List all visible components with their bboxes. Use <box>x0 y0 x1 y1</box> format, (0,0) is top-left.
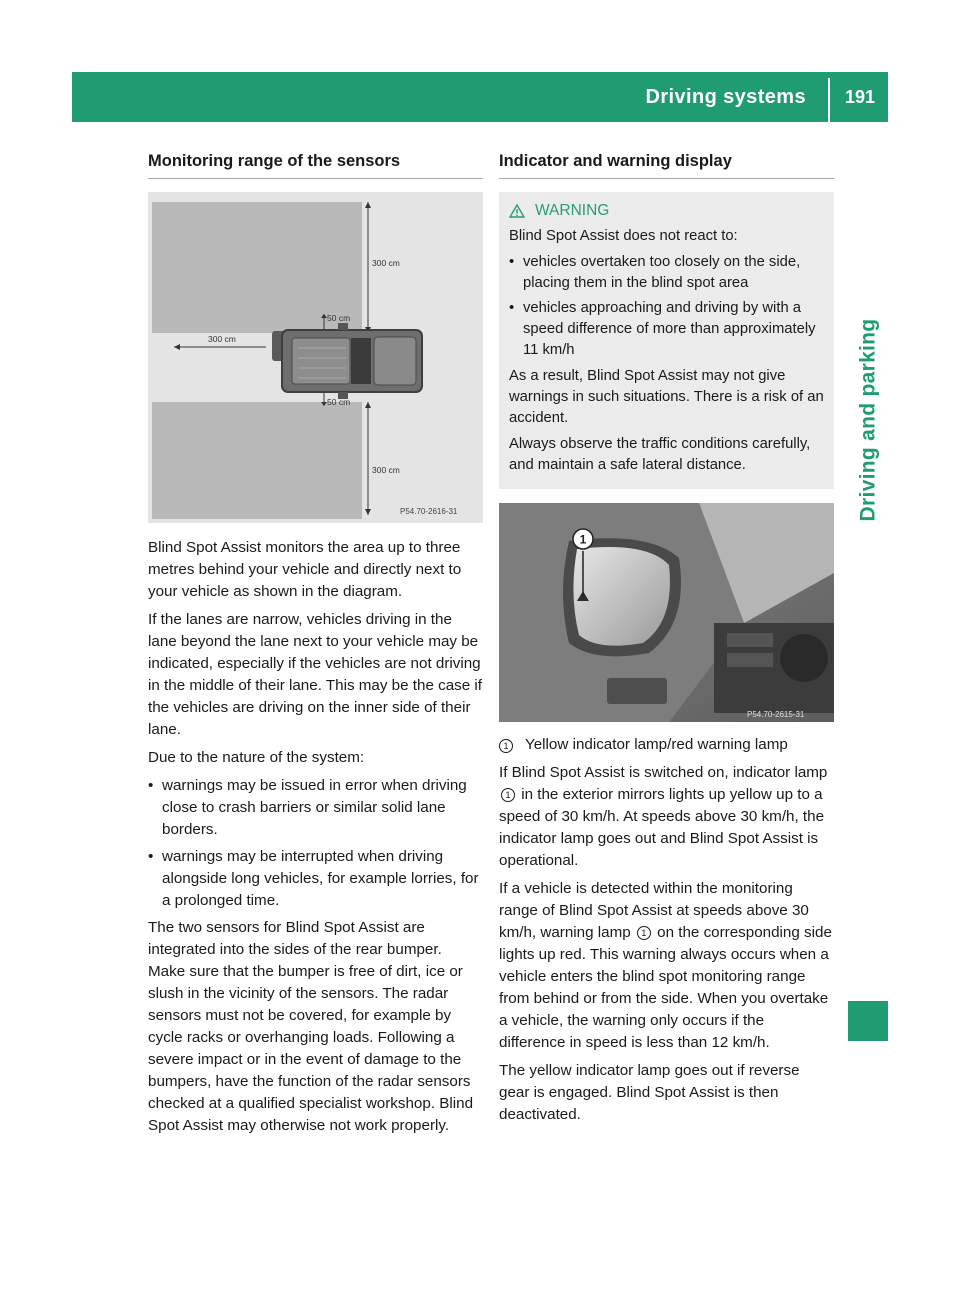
left-column <box>148 152 483 1143</box>
inline-callout-number: 1 <box>637 926 651 940</box>
warning-box <box>499 192 834 489</box>
sensor-range-svg <box>148 192 483 523</box>
callout-text: Yellow indicator lamp/red warning lamp <box>525 736 788 753</box>
warning-paragraph: As a result, Blind Spot Assist may not give warnings in such situations. There is a risk of an accident. <box>509 368 824 426</box>
list-item: • vehicles approaching and driving by with a speed difference of more than approximately 11 km/h <box>509 300 816 358</box>
callout-number: 1 <box>499 739 513 753</box>
mirror-photo-svg <box>499 503 834 722</box>
paragraph: The two sensors for Blind Spot Assist are integrated into the sides of the rear bumper. Make sure that the bumper is free of dirt, ice or slush in the vicinity of the sensors. The radar sensors must not be covered, for example by cycle racks or overhanging loads. Following a severe impact or in the event of damage to the bumpers, have the function of the radar sensors checked at a qualified specialist workshop. Blind Spot Assist may otherwise not work properly. <box>148 919 474 1134</box>
page-header <box>72 72 888 122</box>
bullet-list <box>148 775 483 912</box>
page-number: 191 <box>844 86 876 107</box>
gap-bottom-label: 50 cm <box>327 397 351 407</box>
figure-code: P54.70-2616-31 <box>400 507 458 516</box>
sensor-range-diagram <box>148 192 483 523</box>
vehicle-top-view <box>272 323 422 399</box>
right-column <box>499 152 834 1132</box>
list-item: • vehicles overtaken too closely on the side, placing them in the blind spot area <box>509 254 801 291</box>
warning-title: WARNING <box>509 202 826 220</box>
inline-callout-number: 1 <box>501 788 515 802</box>
paragraph: Blind Spot Assist monitors the area up to three metres behind your vehicle and directly next to your vehicle as shown in the diagram. <box>148 539 462 600</box>
warning-bullet-list <box>509 252 826 361</box>
section-heading-monitoring: Monitoring range of the sensors <box>148 152 483 179</box>
paragraph: If a vehicle is detected within the monitoring range of Blind Spot Assist at speeds above 30 km/h, warning lamp 1 on the corresponding side lights up red. This warning always occurs when a vehicle enters the blind spot monitoring range from behind or from the side. When you overtake a vehicle, the warning only occurs if the difference in speed is less than 12 km/h. <box>499 880 832 1051</box>
warning-triangle-icon <box>509 204 525 218</box>
paragraph: If Blind Spot Assist is switched on, indicator lamp 1 in the exterior mirrors lights up yellow up to a speed of 30 km/h. At speeds above 30 km/h, the indicator lamp goes out and Blind Spot Assist is operational. <box>499 764 828 869</box>
mirror-photo <box>499 503 834 722</box>
side-range-top-label: 300 cm <box>372 258 400 268</box>
paragraph: If the lanes are narrow, vehicles driving in the lane beyond the lane next to your vehicle may be indicated, especially if the vehicles are not driving in the middle of their lane. This may be the case if the vehicles are driving on the inner side of their lane. <box>148 611 483 738</box>
list-item: • warnings may be interrupted when driving alongside long vehicles, for example lorries, for a prolonged time. <box>148 848 479 909</box>
gap-top-label: 50 cm <box>327 313 351 323</box>
callout-legend <box>499 734 834 756</box>
chapter-tab <box>848 160 888 680</box>
section-title: Driving systems <box>645 85 806 108</box>
side-zone-bottom <box>152 402 362 519</box>
paragraph: The yellow indicator lamp goes out if reverse gear is engaged. Blind Spot Assist is then deactivated. <box>499 1062 800 1123</box>
chapter-marker <box>848 1001 888 1041</box>
header-divider <box>828 78 830 122</box>
section-heading-indicator: Indicator and warning display <box>499 152 834 179</box>
warning-paragraph: Always observe the traffic conditions carefully, and maintain a safe lateral distance. <box>509 436 811 473</box>
list-item: • warnings may be issued in error when driving close to crash barriers or similar solid lane borders. <box>148 777 467 838</box>
side-range-bottom-label: 300 cm <box>372 465 400 475</box>
chapter-tab-label: Driving and parking <box>856 318 879 522</box>
figure-code: P54.70-2615-31 <box>747 710 805 719</box>
paragraph: Due to the nature of the system: <box>148 749 365 766</box>
rear-range-label: 300 cm <box>208 334 236 344</box>
figure-callout: 1 <box>579 532 587 547</box>
warning-intro: Blind Spot Assist does not react to: <box>509 228 738 244</box>
